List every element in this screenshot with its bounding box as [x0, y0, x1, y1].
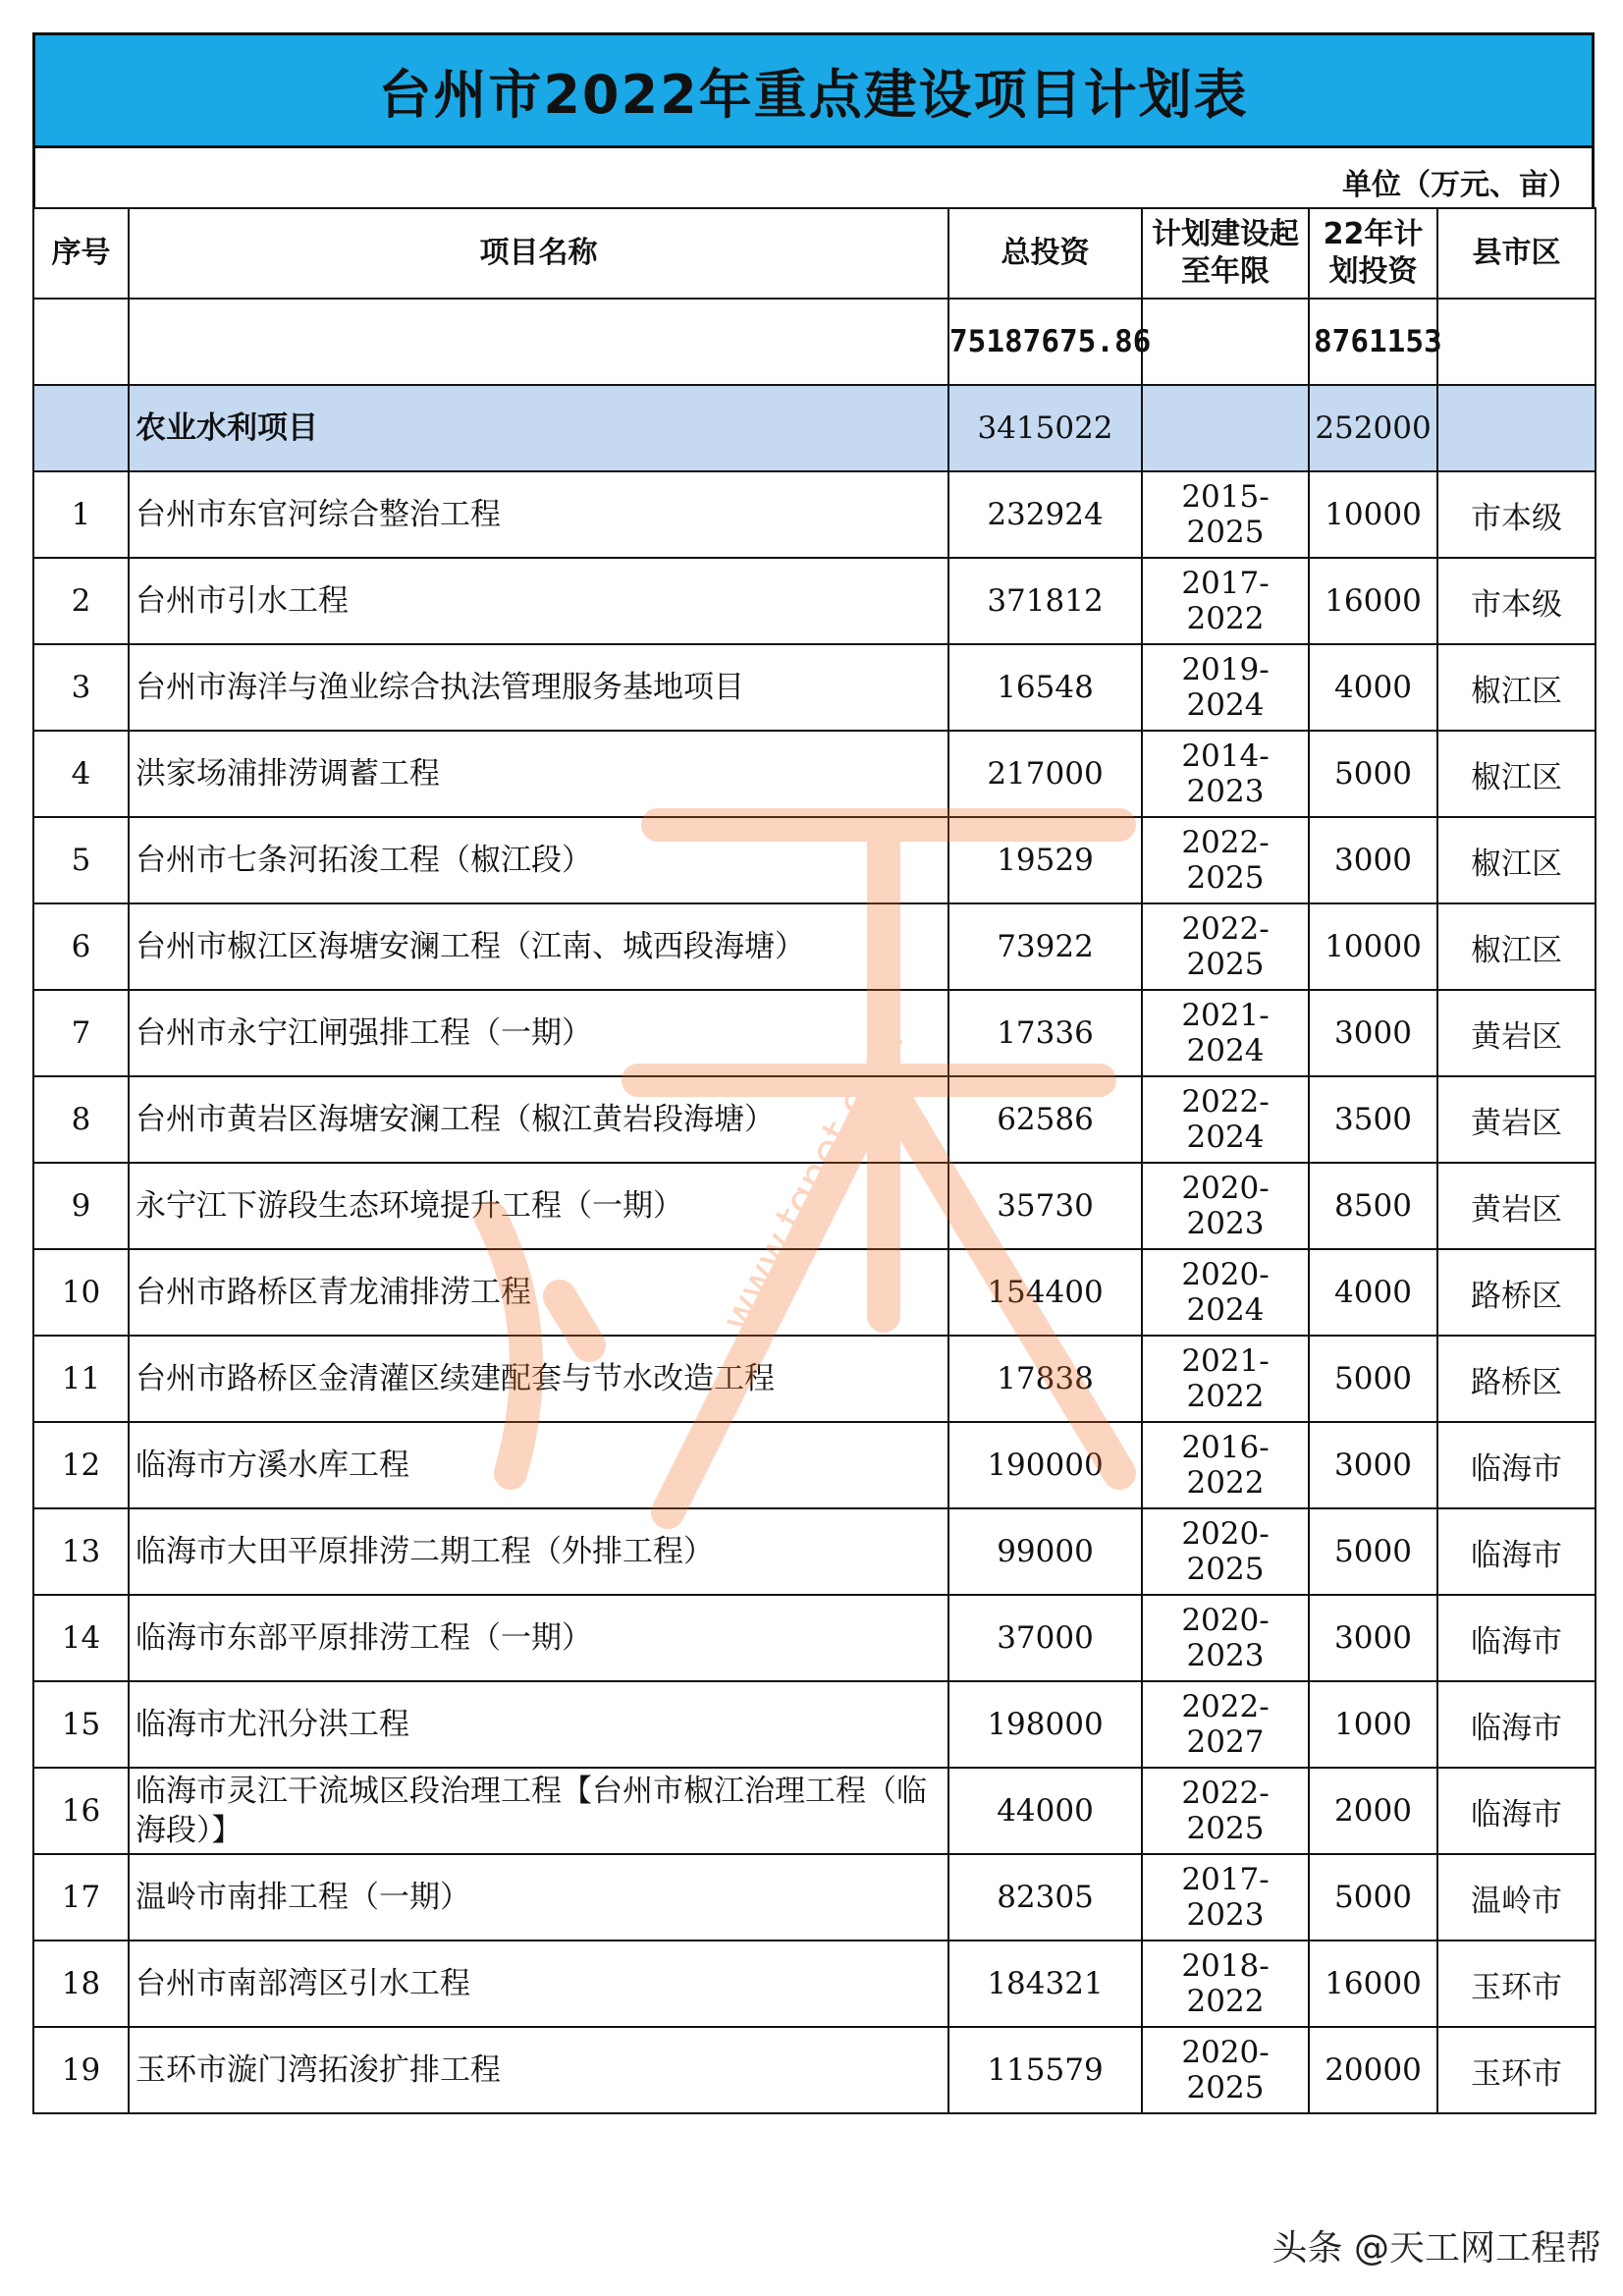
- row-years: 2020-2023: [1142, 1595, 1309, 1681]
- row-plan22: 3000: [1309, 990, 1437, 1076]
- row-area: 临海市: [1437, 1422, 1596, 1508]
- row-plan22: 4000: [1309, 644, 1437, 731]
- row-area: 椒江区: [1437, 644, 1596, 731]
- row-investment: 198000: [948, 1681, 1142, 1768]
- row-area: 黄岩区: [1437, 1163, 1596, 1249]
- row-name: 永宁江下游段生态环境提升工程（一期）: [129, 1163, 948, 1249]
- table-row: [33, 1508, 1596, 1595]
- table-row: [33, 1681, 1596, 1768]
- category-name: 农业水利项目: [129, 385, 948, 471]
- row-no: 4: [33, 731, 129, 817]
- total-area: [1437, 299, 1596, 385]
- row-plan22: 8500: [1309, 1163, 1437, 1249]
- row-no: 17: [33, 1854, 129, 1941]
- table-row: [33, 1854, 1596, 1941]
- row-years: 2017-2023: [1142, 1854, 1309, 1941]
- row-years: 2014-2023: [1142, 731, 1309, 817]
- row-investment: 217000: [948, 731, 1142, 817]
- sheet-title: 台州市2022年重点建设项目计划表: [32, 32, 1595, 148]
- row-area: 玉环市: [1437, 2027, 1596, 2113]
- row-area: 椒江区: [1437, 903, 1596, 990]
- row-plan22: 20000: [1309, 2027, 1437, 2113]
- row-investment: 16548: [948, 644, 1142, 731]
- row-investment: 73922: [948, 903, 1142, 990]
- row-area: 玉环市: [1437, 1941, 1596, 2027]
- row-name: 临海市方溪水库工程: [129, 1422, 948, 1508]
- row-years: 2022-2025: [1142, 817, 1309, 903]
- category-plan22: 252000: [1309, 385, 1437, 471]
- header-name: 项目名称: [129, 208, 948, 299]
- row-area: 路桥区: [1437, 1336, 1596, 1422]
- row-years: 2020-2024: [1142, 1249, 1309, 1336]
- project-table: [32, 207, 1596, 2114]
- row-no: 11: [33, 1336, 129, 1422]
- table-row: [33, 558, 1596, 644]
- category-no: [33, 385, 129, 471]
- row-no: 9: [33, 1163, 129, 1249]
- row-no: 12: [33, 1422, 129, 1508]
- row-area: 黄岩区: [1437, 990, 1596, 1076]
- table-row: [33, 990, 1596, 1076]
- row-investment: 19529: [948, 817, 1142, 903]
- row-years: 2019-2024: [1142, 644, 1309, 731]
- spreadsheet: [32, 32, 1595, 2114]
- row-name: 洪家场浦排涝调蓄工程: [129, 731, 948, 817]
- row-name: 临海市灵江干流城区段治理工程【台州市椒江治理工程（临海段）】: [129, 1768, 948, 1854]
- row-plan22: 16000: [1309, 1941, 1437, 2027]
- header-plan22: 22年计划投资: [1309, 208, 1437, 299]
- row-plan22: 10000: [1309, 903, 1437, 990]
- row-no: 18: [33, 1941, 129, 2027]
- row-name: 台州市南部湾区引水工程: [129, 1941, 948, 2027]
- row-area: 黄岩区: [1437, 1076, 1596, 1163]
- row-plan22: 16000: [1309, 558, 1437, 644]
- header-row: [33, 208, 1596, 299]
- row-name: 台州市黄岩区海塘安澜工程（椒江黄岩段海塘）: [129, 1076, 948, 1163]
- category-years: [1142, 385, 1309, 471]
- row-plan22: 4000: [1309, 1249, 1437, 1336]
- row-no: 19: [33, 2027, 129, 2113]
- total-no: [33, 299, 129, 385]
- header-investment: 总投资: [948, 208, 1142, 299]
- row-years: 2020-2025: [1142, 1508, 1309, 1595]
- table-row: [33, 1163, 1596, 1249]
- table-row: [33, 1595, 1596, 1681]
- row-investment: 44000: [948, 1768, 1142, 1854]
- header-area: 县市区: [1437, 208, 1596, 299]
- watermark-url: www.tgnet.com: [711, 1019, 914, 1341]
- row-years: 2016-2022: [1142, 1422, 1309, 1508]
- category-investment: 3415022: [948, 385, 1142, 471]
- table-row: [33, 1336, 1596, 1422]
- row-years: 2015-2025: [1142, 471, 1309, 558]
- row-area: 市本级: [1437, 558, 1596, 644]
- row-plan22: 5000: [1309, 1336, 1437, 1422]
- row-years: 2022-2027: [1142, 1681, 1309, 1768]
- table-row: [33, 1422, 1596, 1508]
- row-plan22: 3000: [1309, 1595, 1437, 1681]
- row-investment: 115579: [948, 2027, 1142, 2113]
- row-name: 台州市七条河拓浚工程（椒江段）: [129, 817, 948, 903]
- row-investment: 371812: [948, 558, 1142, 644]
- category-row: [33, 385, 1596, 471]
- row-area: 临海市: [1437, 1508, 1596, 1595]
- row-plan22: 5000: [1309, 1508, 1437, 1595]
- row-investment: 190000: [948, 1422, 1142, 1508]
- table-row: [33, 731, 1596, 817]
- row-name: 台州市东官河综合整治工程: [129, 471, 948, 558]
- total-row: [33, 299, 1596, 385]
- row-name: 温岭市南排工程（一期）: [129, 1854, 948, 1941]
- row-no: 2: [33, 558, 129, 644]
- category-area: [1437, 385, 1596, 471]
- row-name: 临海市大田平原排涝二期工程（外排工程）: [129, 1508, 948, 1595]
- row-name: 台州市永宁江闸强排工程（一期）: [129, 990, 948, 1076]
- row-years: 2021-2022: [1142, 1336, 1309, 1422]
- row-area: 临海市: [1437, 1681, 1596, 1768]
- table-row: [33, 903, 1596, 990]
- table-row: [33, 1076, 1596, 1163]
- row-investment: 184321: [948, 1941, 1142, 2027]
- row-years: 2018-2022: [1142, 1941, 1309, 2027]
- row-years: 2022-2025: [1142, 1768, 1309, 1854]
- row-investment: 37000: [948, 1595, 1142, 1681]
- row-area: 椒江区: [1437, 817, 1596, 903]
- row-plan22: 10000: [1309, 471, 1437, 558]
- row-plan22: 3000: [1309, 817, 1437, 903]
- row-investment: 154400: [948, 1249, 1142, 1336]
- row-no: 16: [33, 1768, 129, 1854]
- table-row: [33, 471, 1596, 558]
- row-investment: 17838: [948, 1336, 1142, 1422]
- table-row: [33, 1941, 1596, 2027]
- row-name: 台州市路桥区青龙浦排涝工程: [129, 1249, 948, 1336]
- row-name: 临海市尤汛分洪工程: [129, 1681, 948, 1768]
- row-no: 14: [33, 1595, 129, 1681]
- row-plan22: 1000: [1309, 1681, 1437, 1768]
- row-no: 7: [33, 990, 129, 1076]
- row-name: 台州市路桥区金清灌区续建配套与节水改造工程: [129, 1336, 948, 1422]
- row-years: 2022-2025: [1142, 903, 1309, 990]
- row-no: 5: [33, 817, 129, 903]
- row-plan22: 5000: [1309, 731, 1437, 817]
- table-row: [33, 1249, 1596, 1336]
- row-years: 2021-2024: [1142, 990, 1309, 1076]
- total-name: [129, 299, 948, 385]
- footer-credit: 头条 @天工网工程帮: [1271, 2228, 1601, 2269]
- row-years: 2020-2023: [1142, 1163, 1309, 1249]
- unit-label: 单位（万元、亩）: [32, 148, 1595, 207]
- table-row: [33, 2027, 1596, 2113]
- row-area: 椒江区: [1437, 731, 1596, 817]
- row-no: 10: [33, 1249, 129, 1336]
- row-years: 2022-2024: [1142, 1076, 1309, 1163]
- row-name: 临海市东部平原排涝工程（一期）: [129, 1595, 948, 1681]
- row-investment: 17336: [948, 990, 1142, 1076]
- row-investment: 82305: [948, 1854, 1142, 1941]
- table-row: [33, 1768, 1596, 1854]
- row-investment: 232924: [948, 471, 1142, 558]
- row-no: 13: [33, 1508, 129, 1595]
- row-years: 2020-2025: [1142, 2027, 1309, 2113]
- row-area: 路桥区: [1437, 1249, 1596, 1336]
- row-area: 临海市: [1437, 1595, 1596, 1681]
- row-name: 台州市引水工程: [129, 558, 948, 644]
- row-name: 台州市海洋与渔业综合执法管理服务基地项目: [129, 644, 948, 731]
- table-row: [33, 817, 1596, 903]
- row-name: 台州市椒江区海塘安澜工程（江南、城西段海塘）: [129, 903, 948, 990]
- header-years: 计划建设起至年限: [1142, 208, 1309, 299]
- row-investment: 62586: [948, 1076, 1142, 1163]
- row-years: 2017-2022: [1142, 558, 1309, 644]
- total-years: [1142, 299, 1309, 385]
- row-no: 6: [33, 903, 129, 990]
- row-area: 临海市: [1437, 1768, 1596, 1854]
- row-no: 1: [33, 471, 129, 558]
- table-row: [33, 644, 1596, 731]
- total-plan22: 8761153: [1309, 299, 1437, 385]
- header-no: 序号: [33, 208, 129, 299]
- row-plan22: 3000: [1309, 1422, 1437, 1508]
- row-investment: 99000: [948, 1508, 1142, 1595]
- row-name: 玉环市漩门湾拓浚扩排工程: [129, 2027, 948, 2113]
- row-plan22: 5000: [1309, 1854, 1437, 1941]
- row-no: 8: [33, 1076, 129, 1163]
- row-plan22: 2000: [1309, 1768, 1437, 1854]
- row-investment: 35730: [948, 1163, 1142, 1249]
- total-investment: 75187675.86: [948, 299, 1142, 385]
- row-area: 市本级: [1437, 471, 1596, 558]
- row-area: 温岭市: [1437, 1854, 1596, 1941]
- row-no: 3: [33, 644, 129, 731]
- row-no: 15: [33, 1681, 129, 1768]
- row-plan22: 3500: [1309, 1076, 1437, 1163]
